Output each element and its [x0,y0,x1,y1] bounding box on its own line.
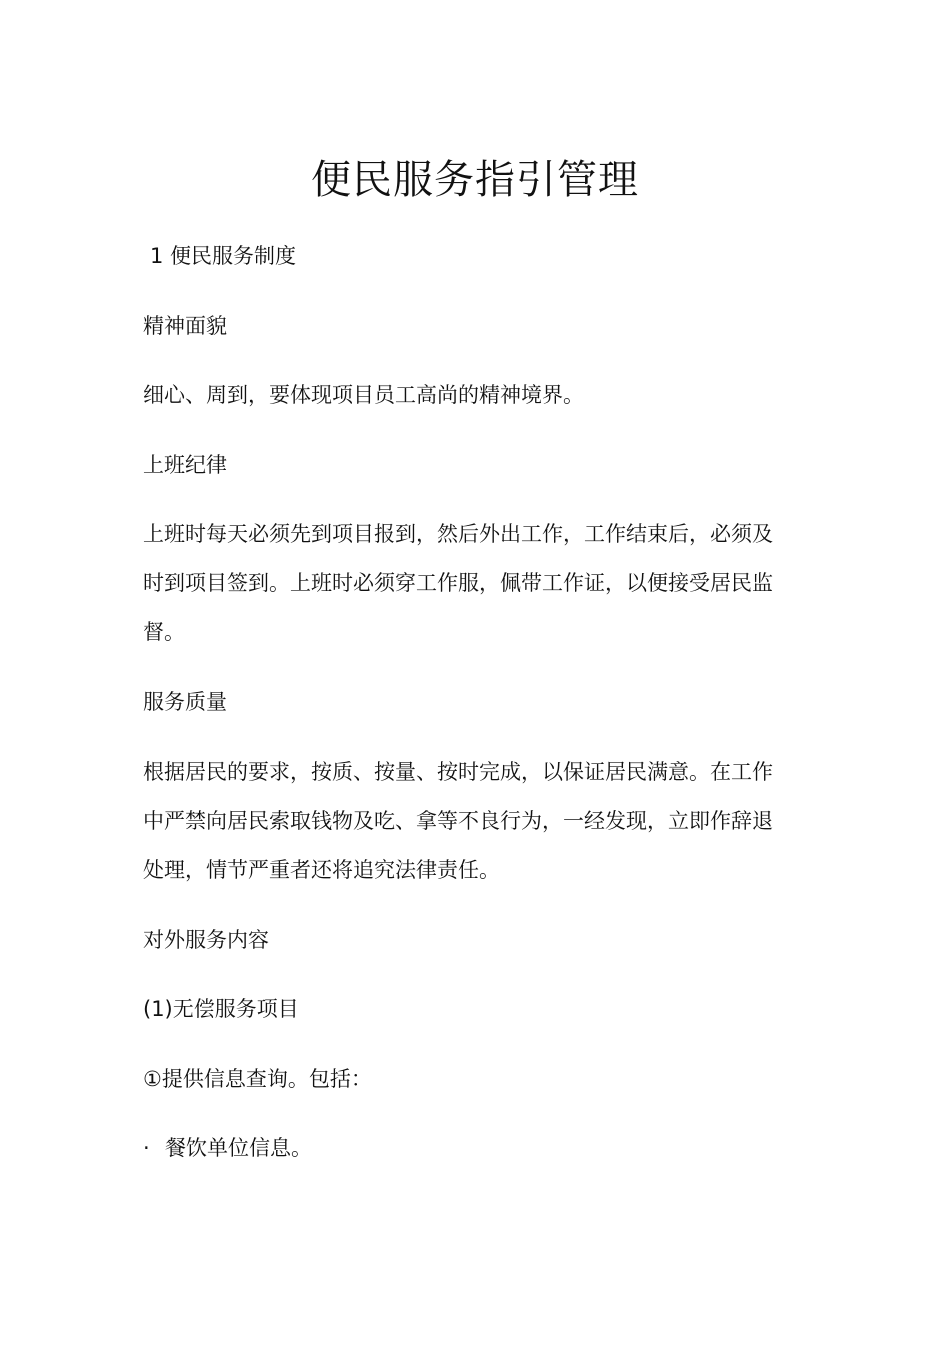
quality-text-line: 根据居民的要求，按质、按量、按时完成，以保证居民满意。在工作 [143,760,773,784]
info-query-item: ①提供信息查询。包括： [143,1067,372,1091]
external-services-heading: 对外服务内容 [143,928,269,952]
quality-text-line: 处理，情节严重者还将追究法律责任。 [143,858,500,882]
spirit-text: 细心、周到，要体现项目员工高尚的精神境界。 [143,383,584,407]
bullet-item-text: 餐饮单位信息。 [165,1136,312,1160]
free-services-heading: (1)无偿服务项目 [143,997,299,1021]
bullet-icon: · [143,1136,150,1160]
discipline-heading: 上班纪律 [143,453,227,477]
spirit-heading: 精神面貌 [143,314,227,338]
quality-heading: 服务质量 [143,690,227,714]
bullet-list-item [143,1133,783,1163]
discipline-text-line: 上班时每天必须先到项目报到，然后外出工作，工作结束后，必须及 [143,522,773,546]
discipline-text-line: 督。 [143,620,185,644]
document-title: 便民服务指引管理 [311,157,639,203]
section-heading: 1 便民服务制度 [150,244,297,268]
quality-text-line: 中严禁向居民索取钱物及吃、拿等不良行为，一经发现，立即作辞退 [143,809,773,833]
discipline-text-line: 时到项目签到。上班时必须穿工作服，佩带工作证，以便接受居民监 [143,571,773,595]
